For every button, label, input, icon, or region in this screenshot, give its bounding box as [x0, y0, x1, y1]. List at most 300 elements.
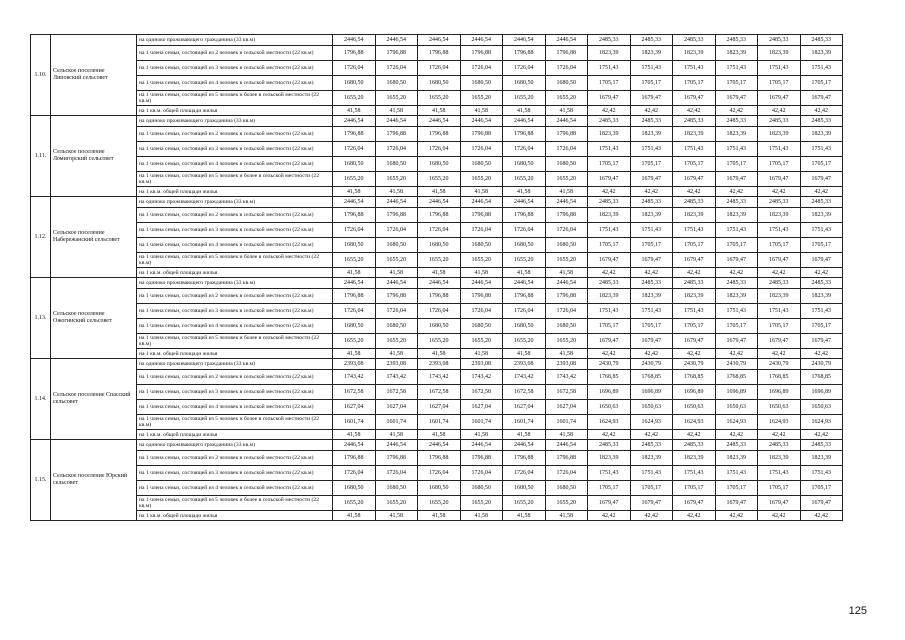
value-cell: 1679,47	[588, 334, 631, 349]
row-label: на 1 члена семьи, состоящей из 4 человек в сельской местности (22 кв.м)	[137, 400, 333, 415]
value-cell: 1751,43	[800, 142, 843, 157]
row-label: на 1 кв.м. общей площади жилья	[137, 349, 333, 359]
value-cell: 1679,47	[630, 253, 673, 268]
value-cell: 2485,33	[630, 440, 673, 451]
value-cell: 42,42	[630, 430, 673, 440]
value-cell: 1680,50	[418, 319, 461, 334]
value-cell: 1751,43	[715, 142, 758, 157]
value-cell: 1705,17	[758, 238, 801, 253]
value-cell: 2446,54	[375, 278, 418, 289]
row-label: на 1 члена семьи, состоящей из 5 человек и более в сельской местности (22 кв.м)	[137, 172, 333, 187]
table-row	[31, 289, 843, 304]
value-cell: 42,42	[588, 430, 631, 440]
value-cell: 1768,85	[673, 370, 716, 385]
value-cell: 2485,33	[588, 440, 631, 451]
value-cell: 1679,47	[758, 334, 801, 349]
value-cell: 41,58	[418, 349, 461, 359]
value-cell: 1726,04	[418, 466, 461, 481]
value-cell: 2446,54	[418, 35, 461, 46]
table-row	[31, 197, 843, 208]
value-cell: 2446,54	[545, 116, 588, 127]
table-row	[31, 400, 843, 415]
value-cell: 41,58	[503, 106, 546, 116]
value-cell: 1726,04	[375, 304, 418, 319]
table-row	[31, 106, 843, 116]
value-cell: 2446,54	[503, 116, 546, 127]
value-cell: 1624,93	[800, 415, 843, 430]
value-cell: 1823,39	[630, 451, 673, 466]
value-cell: 1796,88	[503, 46, 546, 61]
value-cell: 2446,54	[375, 35, 418, 46]
table-row	[31, 440, 843, 451]
value-cell: 1655,20	[545, 496, 588, 511]
value-cell: 1751,43	[800, 304, 843, 319]
settlement-name: Сельское поселение Юрский сельсовет	[51, 440, 137, 521]
value-cell: 1705,17	[800, 238, 843, 253]
value-cell: 2393,08	[460, 359, 503, 370]
table-body	[31, 35, 843, 521]
table-row	[31, 61, 843, 76]
value-cell: 1601,74	[460, 415, 503, 430]
value-cell: 2446,54	[503, 278, 546, 289]
value-cell: 42,42	[673, 430, 716, 440]
value-cell: 1726,04	[460, 61, 503, 76]
value-cell: 1655,20	[460, 253, 503, 268]
value-cell: 1823,39	[673, 127, 716, 142]
value-cell: 1680,50	[418, 238, 461, 253]
value-cell: 2485,33	[800, 440, 843, 451]
value-cell: 1726,04	[545, 142, 588, 157]
value-cell: 1679,47	[588, 253, 631, 268]
value-cell: 1696,89	[758, 385, 801, 400]
value-cell: 41,58	[418, 430, 461, 440]
value-cell: 1796,88	[333, 289, 376, 304]
value-cell: 2446,54	[333, 116, 376, 127]
value-cell: 2485,33	[758, 440, 801, 451]
value-cell: 1655,20	[375, 496, 418, 511]
tariff-table	[30, 34, 843, 521]
value-cell: 1823,39	[715, 289, 758, 304]
value-cell: 41,58	[418, 187, 461, 197]
value-cell: 1796,88	[418, 46, 461, 61]
value-cell: 1823,39	[630, 208, 673, 223]
value-cell: 1601,74	[545, 415, 588, 430]
row-label: на 1 члена семьи, состоящей из 4 человек в сельской местности (22 кв.м)	[137, 319, 333, 334]
value-cell: 41,58	[375, 511, 418, 521]
value-cell: 1679,47	[673, 253, 716, 268]
value-cell: 1655,20	[375, 172, 418, 187]
value-cell: 2430,79	[758, 359, 801, 370]
value-cell: 1655,20	[375, 334, 418, 349]
value-cell: 42,42	[715, 187, 758, 197]
value-cell: 2485,33	[673, 35, 716, 46]
value-cell: 1705,17	[673, 76, 716, 91]
value-cell: 1696,89	[673, 385, 716, 400]
value-cell: 1796,88	[333, 127, 376, 142]
value-cell: 2446,54	[545, 440, 588, 451]
value-cell: 2446,54	[503, 35, 546, 46]
row-label: на 1 члена семьи, состоящей из 2 человек в сельской местности (22 кв.м)	[137, 289, 333, 304]
value-cell: 1679,47	[715, 253, 758, 268]
value-cell: 1680,50	[545, 481, 588, 496]
value-cell: 1751,43	[758, 223, 801, 238]
table-row	[31, 415, 843, 430]
value-cell: 1624,93	[715, 415, 758, 430]
value-cell: 2430,79	[673, 359, 716, 370]
value-cell: 1680,50	[460, 319, 503, 334]
value-cell: 2485,33	[800, 278, 843, 289]
row-label: на одиноко проживающего гражданина (33 кв.м)	[137, 359, 333, 370]
value-cell: 1679,47	[800, 253, 843, 268]
value-cell: 42,42	[630, 268, 673, 278]
value-cell: 1672,58	[375, 385, 418, 400]
table-row	[31, 319, 843, 334]
value-cell: 1726,04	[418, 142, 461, 157]
value-cell: 1655,20	[460, 334, 503, 349]
value-cell: 1655,20	[333, 172, 376, 187]
value-cell: 42,42	[588, 349, 631, 359]
value-cell: 1726,04	[333, 223, 376, 238]
value-cell: 2485,33	[630, 278, 673, 289]
value-cell: 1655,20	[418, 91, 461, 106]
value-cell: 2446,54	[375, 440, 418, 451]
value-cell: 41,58	[503, 430, 546, 440]
value-cell: 1726,04	[418, 223, 461, 238]
value-cell: 41,58	[503, 511, 546, 521]
value-cell: 2446,54	[460, 278, 503, 289]
value-cell: 1823,39	[758, 208, 801, 223]
value-cell: 41,58	[418, 511, 461, 521]
table-row	[31, 481, 843, 496]
value-cell: 1680,50	[418, 481, 461, 496]
table-row	[31, 278, 843, 289]
value-cell: 1655,20	[545, 334, 588, 349]
value-cell: 1823,39	[588, 208, 631, 223]
value-cell: 1726,04	[333, 142, 376, 157]
value-cell: 41,58	[333, 511, 376, 521]
section-number: 1.11.	[31, 116, 51, 197]
value-cell: 1796,88	[375, 289, 418, 304]
value-cell: 1672,58	[503, 385, 546, 400]
value-cell: 1655,20	[503, 172, 546, 187]
row-label: на 1 члена семьи, состоящей из 2 человек в сельской местности (22 кв.м)	[137, 370, 333, 385]
value-cell: 1680,50	[545, 76, 588, 91]
row-label: на 1 члена семьи, состоящей из 4 человек в сельской местности (22 кв.м)	[137, 76, 333, 91]
value-cell: 42,42	[800, 511, 843, 521]
value-cell: 41,58	[460, 106, 503, 116]
value-cell: 1751,43	[588, 142, 631, 157]
value-cell: 2446,54	[375, 197, 418, 208]
row-label: на 1 члена семьи, состоящей из 3 человек в сельской местности (22 кв.м)	[137, 142, 333, 157]
value-cell: 1655,20	[545, 172, 588, 187]
value-cell: 1796,88	[545, 46, 588, 61]
value-cell: 1705,17	[673, 157, 716, 172]
value-cell: 1679,47	[715, 172, 758, 187]
value-cell: 1601,74	[503, 415, 546, 430]
value-cell: 1680,50	[545, 157, 588, 172]
value-cell: 42,42	[758, 349, 801, 359]
value-cell: 1705,17	[630, 481, 673, 496]
value-cell: 2485,33	[630, 116, 673, 127]
value-cell: 41,58	[545, 268, 588, 278]
value-cell: 2485,33	[800, 116, 843, 127]
value-cell: 2446,54	[333, 197, 376, 208]
value-cell: 1672,58	[333, 385, 376, 400]
value-cell: 1680,50	[375, 481, 418, 496]
value-cell: 1823,39	[800, 451, 843, 466]
value-cell: 1796,88	[375, 451, 418, 466]
value-cell: 1655,20	[460, 91, 503, 106]
value-cell: 1796,88	[460, 208, 503, 223]
value-cell: 42,42	[715, 430, 758, 440]
value-cell: 1650,63	[630, 400, 673, 415]
value-cell: 41,58	[503, 187, 546, 197]
value-cell: 1705,17	[588, 157, 631, 172]
table-row	[31, 116, 843, 127]
value-cell: 1743,42	[375, 370, 418, 385]
value-cell: 1679,47	[715, 91, 758, 106]
section-number: 1.14.	[31, 359, 51, 440]
value-cell: 1796,88	[460, 289, 503, 304]
value-cell: 41,58	[545, 511, 588, 521]
value-cell: 2446,54	[503, 197, 546, 208]
value-cell: 1627,04	[503, 400, 546, 415]
value-cell: 1726,04	[418, 61, 461, 76]
row-label: на 1 члена семьи, состоящей из 5 человек и более в сельской местности (22 кв.м)	[137, 496, 333, 511]
table-row	[31, 127, 843, 142]
value-cell: 1655,20	[418, 172, 461, 187]
value-cell: 2446,54	[418, 278, 461, 289]
value-cell: 1655,20	[333, 253, 376, 268]
value-cell: 1655,20	[418, 253, 461, 268]
table-row	[31, 253, 843, 268]
value-cell: 41,58	[460, 187, 503, 197]
value-cell: 1679,47	[758, 496, 801, 511]
value-cell: 1726,04	[460, 304, 503, 319]
value-cell: 1680,50	[333, 481, 376, 496]
value-cell: 1796,88	[418, 289, 461, 304]
value-cell: 1672,58	[545, 385, 588, 400]
value-cell: 1823,39	[588, 127, 631, 142]
value-cell: 1705,17	[715, 238, 758, 253]
value-cell: 1679,47	[673, 496, 716, 511]
value-cell: 1796,88	[333, 46, 376, 61]
value-cell: 2446,54	[333, 278, 376, 289]
value-cell: 1823,39	[588, 451, 631, 466]
value-cell: 1768,85	[715, 370, 758, 385]
value-cell: 42,42	[715, 268, 758, 278]
value-cell: 1655,20	[460, 172, 503, 187]
section-number: 1.10.	[31, 35, 51, 116]
value-cell: 1679,47	[758, 172, 801, 187]
value-cell: 1680,50	[545, 319, 588, 334]
value-cell: 2393,08	[418, 359, 461, 370]
value-cell: 42,42	[758, 106, 801, 116]
value-cell: 1823,39	[800, 46, 843, 61]
value-cell: 1751,43	[673, 142, 716, 157]
value-cell: 1726,04	[418, 304, 461, 319]
value-cell: 1705,17	[758, 76, 801, 91]
table-row	[31, 91, 843, 106]
value-cell: 1823,39	[800, 208, 843, 223]
value-cell: 1726,04	[545, 61, 588, 76]
value-cell: 42,42	[758, 268, 801, 278]
value-cell: 2446,54	[460, 197, 503, 208]
value-cell: 2485,33	[800, 35, 843, 46]
value-cell: 2485,33	[588, 197, 631, 208]
value-cell: 42,42	[800, 106, 843, 116]
value-cell: 42,42	[673, 187, 716, 197]
value-cell: 1726,04	[545, 223, 588, 238]
value-cell: 42,42	[800, 430, 843, 440]
value-cell: 1655,20	[375, 91, 418, 106]
value-cell: 1680,50	[545, 238, 588, 253]
value-cell: 2446,54	[460, 440, 503, 451]
table-row	[31, 466, 843, 481]
value-cell: 1823,39	[715, 208, 758, 223]
value-cell: 1627,04	[333, 400, 376, 415]
value-cell: 1679,47	[715, 496, 758, 511]
table-row	[31, 35, 843, 46]
value-cell: 1726,04	[333, 304, 376, 319]
value-cell: 1751,43	[800, 61, 843, 76]
value-cell: 1751,43	[630, 304, 673, 319]
value-cell: 1751,43	[715, 304, 758, 319]
value-cell: 1823,39	[800, 127, 843, 142]
value-cell: 2446,54	[545, 278, 588, 289]
value-cell: 2485,33	[588, 35, 631, 46]
value-cell: 41,58	[460, 511, 503, 521]
value-cell: 1726,04	[503, 142, 546, 157]
section-number: 1.15.	[31, 440, 51, 521]
settlement-name: Сельское поселение Ломигорский сельсовет	[51, 116, 137, 197]
value-cell: 1650,63	[715, 400, 758, 415]
value-cell: 1679,47	[673, 91, 716, 106]
value-cell: 1680,50	[418, 157, 461, 172]
value-cell: 1726,04	[545, 304, 588, 319]
value-cell: 1796,88	[333, 208, 376, 223]
value-cell: 1655,20	[503, 496, 546, 511]
value-cell: 1705,17	[630, 157, 673, 172]
value-cell: 1627,04	[418, 400, 461, 415]
value-cell: 1680,50	[503, 238, 546, 253]
value-cell: 42,42	[758, 187, 801, 197]
table-row	[31, 430, 843, 440]
value-cell: 1796,88	[375, 127, 418, 142]
table-row	[31, 496, 843, 511]
value-cell: 1624,93	[630, 415, 673, 430]
value-cell: 1726,04	[460, 466, 503, 481]
value-cell: 1679,47	[715, 334, 758, 349]
value-cell: 1823,39	[673, 46, 716, 61]
value-cell: 1680,50	[333, 319, 376, 334]
table-row	[31, 172, 843, 187]
row-label: на 1 члена семьи, состоящей из 4 человек в сельской местности (22 кв.м)	[137, 238, 333, 253]
table-row	[31, 359, 843, 370]
value-cell: 1751,43	[588, 61, 631, 76]
value-cell: 1680,50	[333, 157, 376, 172]
value-cell: 1624,93	[758, 415, 801, 430]
value-cell: 1743,42	[418, 370, 461, 385]
value-cell: 1823,39	[588, 46, 631, 61]
value-cell: 1679,47	[758, 91, 801, 106]
value-cell: 41,58	[375, 106, 418, 116]
value-cell: 1624,93	[588, 415, 631, 430]
value-cell: 1696,89	[630, 385, 673, 400]
value-cell: 1823,39	[588, 289, 631, 304]
value-cell: 42,42	[715, 349, 758, 359]
value-cell: 2446,54	[418, 116, 461, 127]
value-cell: 2485,33	[715, 197, 758, 208]
value-cell: 1823,39	[758, 46, 801, 61]
value-cell: 1601,74	[375, 415, 418, 430]
value-cell: 42,42	[630, 349, 673, 359]
value-cell: 41,58	[418, 268, 461, 278]
value-cell: 1726,04	[375, 61, 418, 76]
value-cell: 41,58	[545, 430, 588, 440]
value-cell: 1796,88	[545, 127, 588, 142]
value-cell: 1705,17	[800, 157, 843, 172]
value-cell: 1705,17	[715, 319, 758, 334]
value-cell: 1823,39	[715, 46, 758, 61]
value-cell: 1705,17	[588, 76, 631, 91]
value-cell: 2430,79	[630, 359, 673, 370]
table-row	[31, 268, 843, 278]
value-cell: 2485,33	[715, 116, 758, 127]
value-cell: 2485,33	[673, 278, 716, 289]
value-cell: 1743,42	[545, 370, 588, 385]
value-cell: 1726,04	[545, 466, 588, 481]
value-cell: 1680,50	[375, 76, 418, 91]
row-label: на 1 члена семьи, состоящей из 3 человек в сельской местности (22 кв.м)	[137, 223, 333, 238]
row-label: на одиноко проживающего гражданина (33 кв.м)	[137, 35, 333, 46]
value-cell: 1743,42	[333, 370, 376, 385]
value-cell: 1796,88	[545, 208, 588, 223]
value-cell: 1679,47	[800, 172, 843, 187]
value-cell: 1679,47	[588, 172, 631, 187]
value-cell: 1705,17	[588, 481, 631, 496]
value-cell: 2485,33	[758, 197, 801, 208]
value-cell: 1751,43	[758, 304, 801, 319]
row-label: на 1 члена семьи, состоящей из 4 человек в сельской местности (22 кв.м)	[137, 481, 333, 496]
value-cell: 1751,43	[715, 61, 758, 76]
value-cell: 1751,43	[673, 304, 716, 319]
value-cell: 42,42	[715, 511, 758, 521]
value-cell: 1679,47	[588, 496, 631, 511]
value-cell: 42,42	[673, 511, 716, 521]
value-cell: 1655,20	[460, 496, 503, 511]
value-cell: 1680,50	[503, 157, 546, 172]
value-cell: 1680,50	[460, 157, 503, 172]
value-cell: 1672,58	[418, 385, 461, 400]
value-cell: 1751,43	[673, 466, 716, 481]
row-label: на 1 члена семьи, состоящей из 5 человек и более в сельской местности (22 кв.м)	[137, 334, 333, 349]
value-cell: 41,58	[333, 268, 376, 278]
row-label: на 1 члена семьи, состоящей из 5 человек и более в сельской местности (22 кв.м)	[137, 91, 333, 106]
value-cell: 1823,39	[673, 451, 716, 466]
value-cell: 1680,50	[375, 157, 418, 172]
value-cell: 2446,54	[333, 35, 376, 46]
value-cell: 1679,47	[588, 91, 631, 106]
value-cell: 42,42	[673, 106, 716, 116]
value-cell: 1796,88	[545, 289, 588, 304]
value-cell: 2430,79	[715, 359, 758, 370]
value-cell: 1679,47	[800, 334, 843, 349]
value-cell: 41,58	[333, 187, 376, 197]
value-cell: 2485,33	[715, 440, 758, 451]
value-cell: 2446,54	[418, 197, 461, 208]
value-cell: 1823,39	[630, 46, 673, 61]
